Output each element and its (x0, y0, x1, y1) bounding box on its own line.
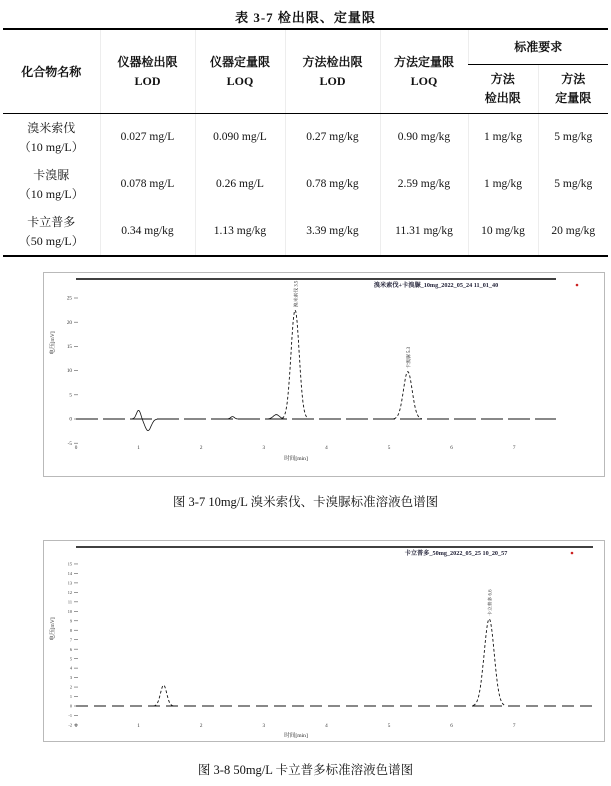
value-cell: 11.31 mg/kg (380, 208, 468, 256)
subcol-header-method-lod (468, 65, 538, 114)
figure-caption-1: 图 3-7 10mg/L 溴米索伐、卡溴脲标准溶液色谱图 (172, 495, 439, 509)
svg-text:卡立普多_50mg_2022_05_25 10_20_57: 卡立普多_50mg_2022_05_25 10_20_57 (404, 550, 508, 557)
header-line2: LOQ (226, 73, 254, 88)
value-cell: 0.078 mg/L (100, 161, 195, 208)
svg-text:5: 5 (69, 656, 72, 662)
compound-name-cell (3, 161, 100, 208)
value-cell: 0.90 mg/kg (380, 114, 468, 162)
col-header-instrument-loq (195, 29, 285, 114)
chromatogram-figure-2 (43, 540, 605, 742)
svg-text:时间[min]: 时间[min] (284, 456, 308, 462)
svg-text:10: 10 (66, 368, 72, 375)
compound-name: 卡立普多 (27, 214, 76, 229)
header-line2: LOD (319, 73, 346, 88)
col-header-method-loq (380, 29, 468, 114)
svg-text:12: 12 (67, 589, 72, 595)
table-row (3, 208, 608, 256)
svg-text:卡立普多 6.6: 卡立普多 6.6 (488, 589, 494, 616)
svg-text:3: 3 (262, 723, 266, 729)
svg-text:溴米索伐+卡溴脲_10mg_2022_05_24 11_01: 溴米索伐+卡溴脲_10mg_2022_05_24 11_01_40 (373, 282, 499, 289)
svg-text:15: 15 (67, 561, 72, 567)
table-row (3, 114, 608, 162)
compound-name-cell (3, 114, 100, 162)
svg-text:2: 2 (199, 723, 203, 729)
chromatogram-plot-1 (44, 273, 604, 476)
col-header-instrument-lod (100, 29, 195, 114)
svg-text:4: 4 (69, 665, 72, 671)
compound-concentration: （50 mg/L） (18, 233, 84, 248)
header-line1: 仪器定量限 (209, 54, 270, 69)
svg-text:7: 7 (512, 723, 516, 729)
svg-text:7: 7 (512, 445, 516, 451)
value-cell: 20 mg/kg (538, 208, 608, 256)
header-line1: 仪器检出限 (117, 54, 178, 69)
svg-text:13: 13 (67, 580, 72, 586)
table-row (3, 161, 608, 208)
value-cell: 0.34 mg/kg (100, 208, 195, 256)
svg-text:8: 8 (69, 627, 72, 633)
header-line2: LOD (134, 73, 161, 88)
svg-text:1: 1 (137, 445, 140, 451)
header-line2: LOQ (410, 73, 438, 88)
svg-text:2: 2 (69, 684, 72, 690)
compound-name: 溴米索伐 (27, 120, 76, 135)
value-cell: 2.59 mg/kg (380, 161, 468, 208)
header-line1: 方法检出限 (302, 54, 363, 69)
svg-text:11: 11 (67, 599, 72, 605)
header-line1: 方法定量限 (393, 54, 454, 69)
value-cell: 5 mg/kg (538, 114, 608, 162)
value-cell: 1 mg/kg (468, 161, 538, 208)
table-title: 表 3-7 检出限、定量限 (235, 10, 376, 25)
svg-text:15: 15 (66, 344, 72, 350)
chromatogram-plot-2 (44, 541, 604, 741)
detection-limits-table (3, 28, 608, 257)
svg-text:4: 4 (325, 723, 328, 729)
compound-name-cell (3, 208, 100, 256)
svg-text:0: 0 (69, 416, 72, 423)
svg-text:5: 5 (69, 392, 72, 399)
figure-caption-2: 图 3-8 50mg/L 卡立普多标准溶液色谱图 (197, 763, 414, 777)
svg-text:0: 0 (74, 723, 78, 729)
value-cell: 1 mg/kg (468, 114, 538, 162)
value-cell: 0.78 mg/kg (285, 161, 380, 208)
svg-text:6: 6 (450, 445, 453, 451)
svg-text:6: 6 (450, 723, 453, 729)
svg-text:3: 3 (69, 675, 72, 681)
svg-text:6: 6 (69, 646, 72, 652)
header-line2: 定量限 (555, 91, 592, 105)
header-line1: 方法 (561, 72, 586, 86)
col-header-standard-requirement: 标准要求 (468, 29, 608, 65)
value-cell: 1.13 mg/kg (195, 208, 285, 256)
value-cell: 3.39 mg/kg (285, 208, 380, 256)
svg-text:0: 0 (74, 445, 78, 451)
value-cell: 0.26 mg/L (195, 161, 285, 208)
col-header-compound: 化合物名称 (3, 29, 100, 114)
header-line1: 方法 (490, 72, 515, 86)
header-line2: 检出限 (484, 91, 521, 105)
svg-text:25: 25 (66, 295, 72, 302)
svg-text:电压[mV]: 电压[mV] (50, 331, 56, 355)
svg-text:9: 9 (69, 618, 72, 624)
svg-text:2: 2 (199, 445, 203, 451)
svg-text:7: 7 (69, 637, 72, 643)
svg-text:0: 0 (69, 703, 72, 709)
value-cell: 5 mg/kg (538, 161, 608, 208)
compound-concentration: （10 mg/L） (18, 186, 84, 201)
svg-text:14: 14 (67, 571, 72, 577)
value-cell: 0.090 mg/L (195, 114, 285, 162)
value-cell: 0.27 mg/kg (285, 114, 380, 162)
svg-text:卡溴脲 5.3: 卡溴脲 5.3 (406, 346, 412, 369)
svg-text:电压[mV]: 电压[mV] (50, 617, 56, 641)
subcol-header-method-loq (538, 65, 608, 114)
svg-text:5: 5 (387, 723, 391, 729)
svg-text:-5: -5 (67, 440, 72, 447)
svg-text:1: 1 (137, 723, 140, 729)
svg-text:4: 4 (325, 445, 328, 451)
svg-text:时间[min]: 时间[min] (284, 733, 308, 739)
chromatogram-figure-1 (43, 272, 605, 477)
value-cell: 10 mg/kg (468, 208, 538, 256)
compound-concentration: （10 mg/L） (18, 139, 84, 154)
svg-text:溴米索伐 3.5: 溴米索伐 3.5 (294, 280, 300, 308)
compound-name: 卡溴脲 (33, 167, 70, 182)
svg-text:20: 20 (66, 319, 72, 326)
svg-text:-2: -2 (68, 722, 72, 728)
svg-text:10: 10 (67, 608, 72, 614)
svg-text:3: 3 (262, 445, 266, 451)
svg-text:1: 1 (69, 694, 72, 700)
value-cell: 0.027 mg/L (100, 114, 195, 162)
svg-text:5: 5 (387, 445, 391, 451)
col-header-method-lod (285, 29, 380, 114)
svg-text:-1: -1 (68, 713, 72, 719)
